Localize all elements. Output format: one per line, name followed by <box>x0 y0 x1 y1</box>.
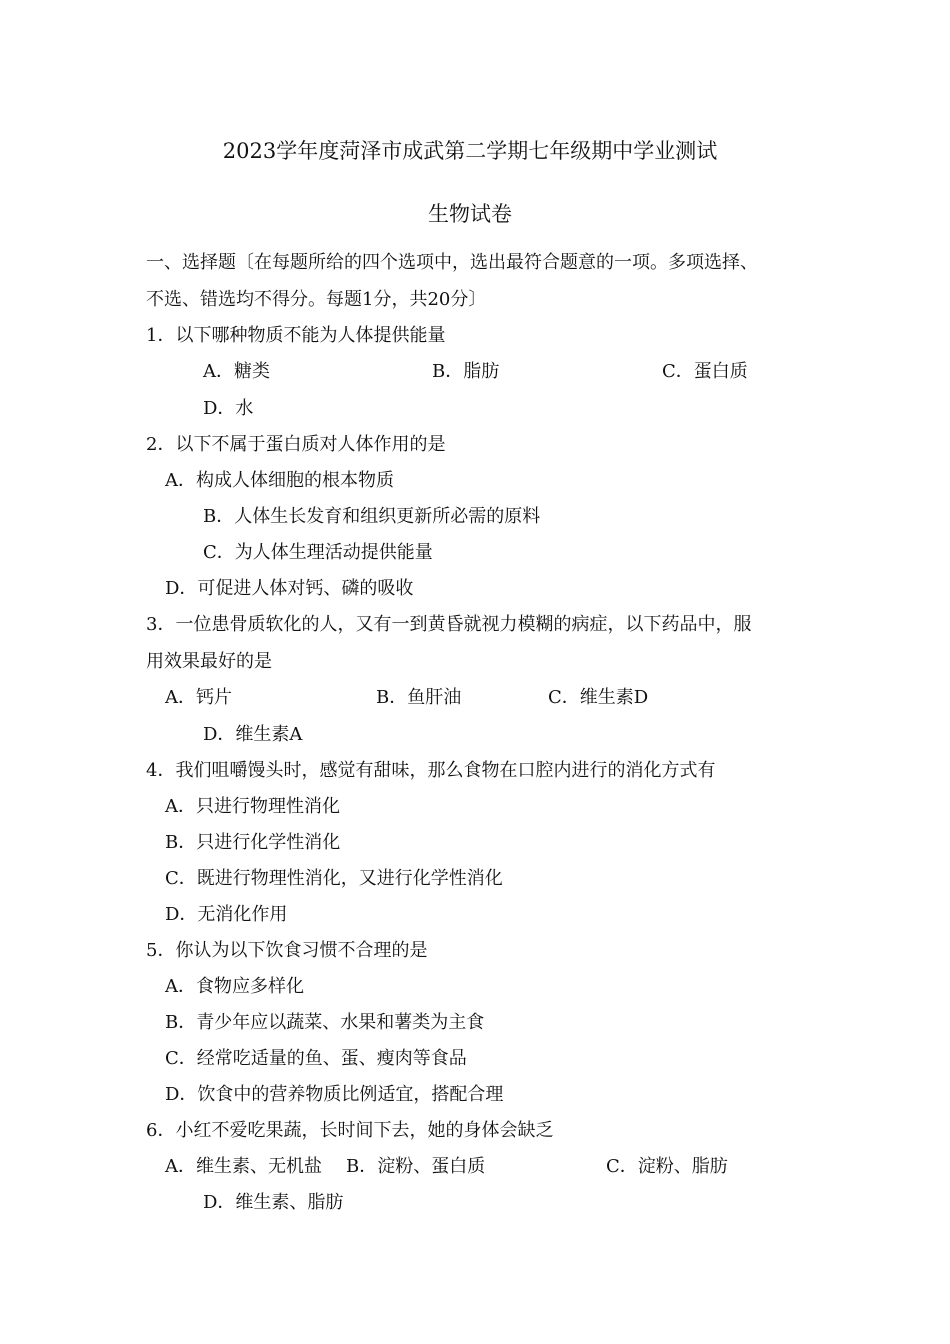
option-c: C．维生素D <box>548 687 649 708</box>
option-b: B．人体生长发育和组织更新所必需的原料 <box>203 506 541 527</box>
option-d: D．可促进人体对钙、磷的吸收 <box>165 578 414 599</box>
exam-subtitle: 生物试卷 <box>428 202 512 226</box>
option-d: D．维生素、脂肪 <box>203 1192 344 1213</box>
option-b: B．鱼肝油 <box>376 687 462 708</box>
option-a: A．只进行物理性消化 <box>165 796 340 817</box>
exam-title: 2023学年度菏泽市成武第二学期七年级期中学业测试 <box>222 139 718 163</box>
option-c: C．蛋白质 <box>662 361 748 382</box>
question-stem: 5．你认为以下饮食习惯不合理的是 <box>146 940 428 961</box>
question-stem: 6．小红不爱吃果蔬，长时间下去，她的身体会缺乏 <box>146 1120 554 1141</box>
option-a: A．食物应多样化 <box>165 976 304 997</box>
question-stem: 3．一位患骨质软化的人，又有一到黄昏就视力模糊的病症，以下药品中，服 <box>146 614 752 635</box>
question-stem-continued: 用效果最好的是 <box>146 651 272 672</box>
option-d: D．无消化作用 <box>165 904 288 925</box>
option-a: A．糖类 <box>203 361 270 382</box>
option-c: C．淀粉、脂肪 <box>606 1156 728 1177</box>
option-c: C．既进行物理性消化，又进行化学性消化 <box>165 868 503 889</box>
question-stem: 4．我们咀嚼馒头时，感觉有甜味，那么食物在口腔内进行的消化方式有 <box>146 760 716 781</box>
option-b: B．脂肪 <box>432 361 500 382</box>
option-c: C．为人体生理活动提供能量 <box>203 542 433 563</box>
option-b: B．淀粉、蛋白质 <box>346 1156 486 1177</box>
option-d: D．维生素A <box>203 724 303 745</box>
question-stem: 2．以下不属于蛋白质对人体作用的是 <box>146 434 446 455</box>
question-stem: 1．以下哪种物质不能为人体提供能量 <box>146 325 446 346</box>
option-b: B．只进行化学性消化 <box>165 832 341 853</box>
option-b: B．青少年应以蔬菜、水果和薯类为主食 <box>165 1012 485 1033</box>
option-a: A．构成人体细胞的根本物质 <box>165 470 394 491</box>
option-a: A．维生素、无机盐 <box>165 1156 322 1177</box>
option-a: A．钙片 <box>165 687 232 708</box>
option-d: D．水 <box>203 398 254 419</box>
option-c: C．经常吃适量的鱼、蛋、瘦肉等食品 <box>165 1048 467 1069</box>
section-instruction-line1: 一、选择题〔在每题所给的四个选项中，选出最符合题意的一项。多项选择、 <box>146 252 758 273</box>
option-d: D．饮食中的营养物质比例适宜，搭配合理 <box>165 1084 504 1105</box>
section-instruction-line2: 不选、错选均不得分。每题1分，共20分〕 <box>146 289 487 310</box>
